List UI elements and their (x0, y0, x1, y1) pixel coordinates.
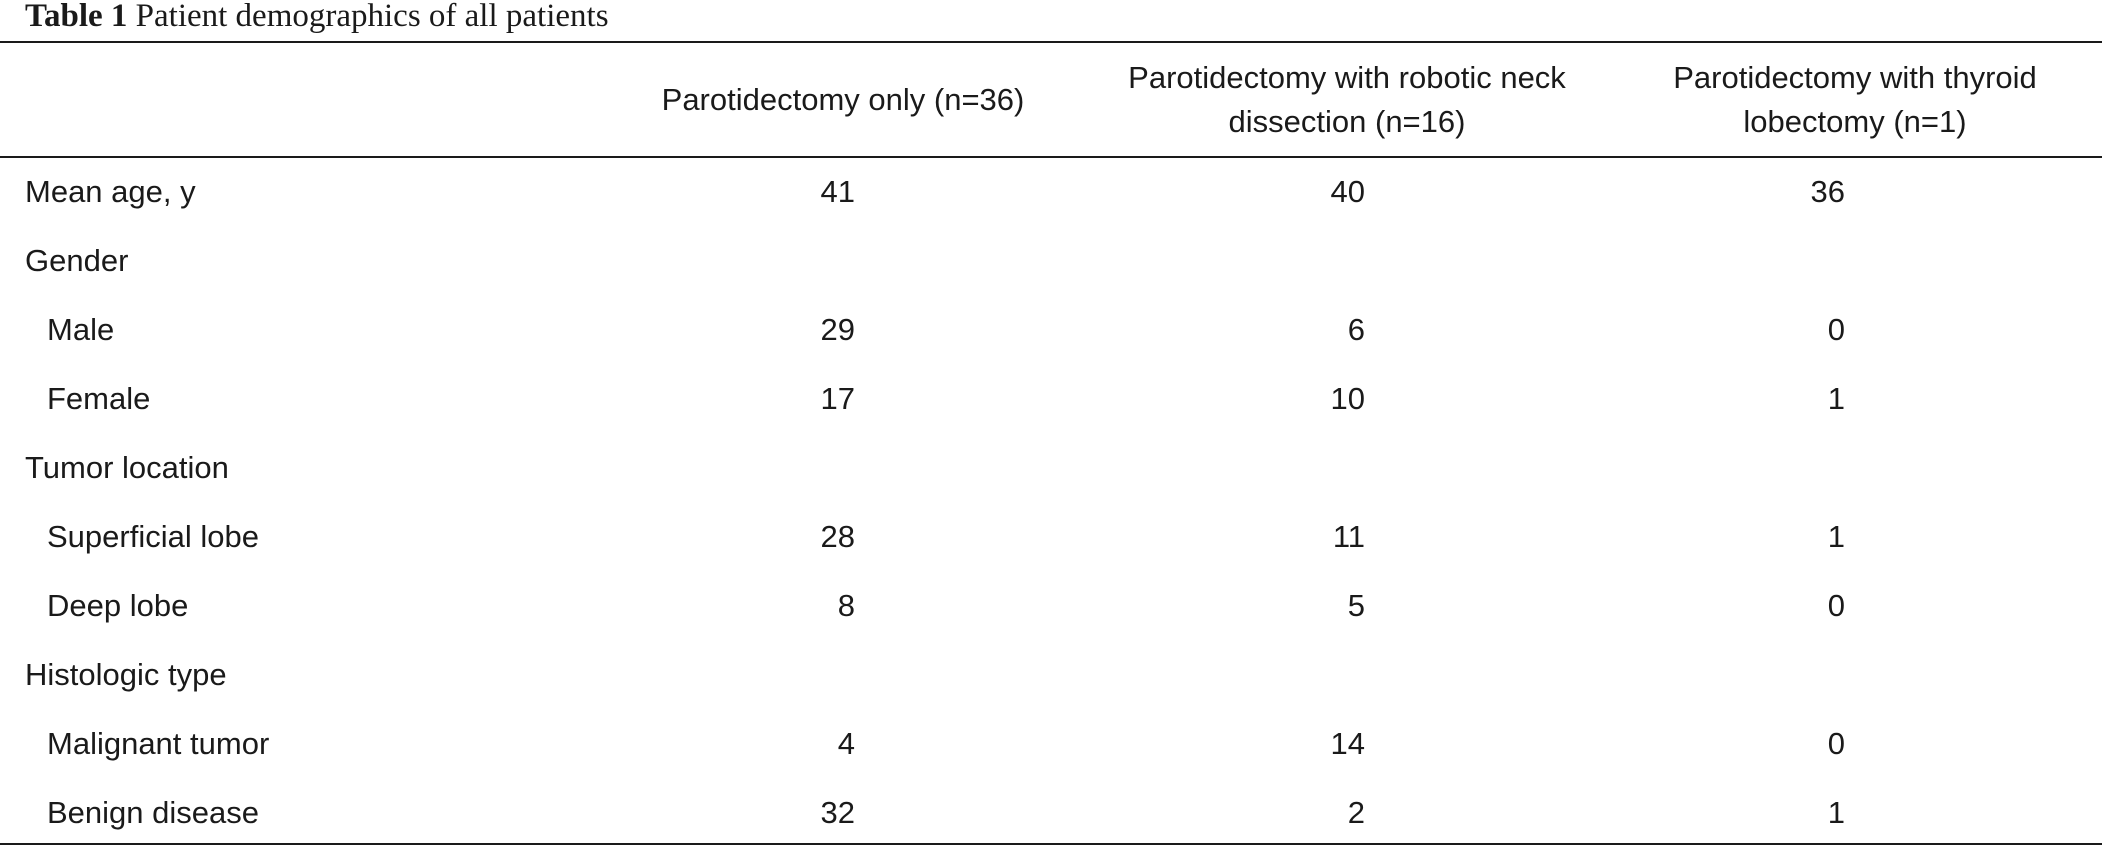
row-label: Malignant tumor (47, 725, 270, 761)
row-label: Superficial lobe (47, 518, 259, 554)
row-group-label: Histologic type (25, 656, 227, 692)
bottom-rule (0, 843, 2102, 845)
row-label: Male (47, 311, 115, 347)
row-group-label: Gender (25, 242, 129, 278)
value-cell: 10 (1330, 380, 1365, 416)
value-cell: 41 (820, 173, 855, 209)
table-row (0, 640, 2102, 709)
value-cell (1365, 640, 1845, 709)
table-caption-text: Patient demographics of all patients (135, 0, 609, 34)
value-cell: 1 (1827, 518, 1845, 554)
table-row (0, 226, 2102, 295)
value-cell (1365, 433, 1845, 502)
value-cell (600, 640, 855, 709)
table-row (0, 502, 2102, 571)
table-caption-label: Table 1 (25, 0, 128, 34)
table-row (0, 364, 2102, 433)
value-cell: 1 (1827, 794, 1845, 830)
value-cell: 2 (1347, 794, 1365, 830)
value-cell: 0 (1827, 587, 1845, 623)
top-rule (0, 41, 2102, 43)
table-caption (25, 0, 609, 34)
table-row (0, 433, 2102, 502)
row-label: Female (47, 380, 151, 416)
value-cell: 0 (1827, 311, 1845, 347)
value-cell (855, 640, 1365, 709)
column-header-parotidectomy-neck-dissection: Parotidectomy with robotic neck dissection (n=16) (1128, 60, 1566, 139)
value-cell: 8 (837, 587, 855, 623)
column-header-parotidectomy-only: Parotidectomy only (n=36) (661, 82, 1025, 117)
row-label: Mean age, y (25, 173, 196, 209)
value-cell: 36 (1810, 173, 1845, 209)
table-row (0, 295, 2102, 364)
column-header-parotidectomy-thyroid-lobectomy: Parotidectomy with thyroid lobectomy (n=1) (1673, 60, 2037, 139)
value-cell (600, 433, 855, 502)
table-row (0, 571, 2102, 640)
table-row (0, 157, 2102, 226)
value-cell (1365, 226, 1845, 295)
row-label: Benign disease (47, 794, 259, 830)
value-cell: 14 (1330, 725, 1365, 761)
value-cell (855, 433, 1365, 502)
row-group-label: Tumor location (25, 449, 229, 485)
value-cell: 0 (1827, 725, 1845, 761)
value-cell: 5 (1347, 587, 1365, 623)
value-cell (855, 226, 1365, 295)
table-row (0, 709, 2102, 778)
value-cell: 28 (820, 518, 855, 554)
demographics-table (0, 157, 2102, 847)
value-cell: 4 (837, 725, 855, 761)
value-cell: 6 (1347, 311, 1365, 347)
value-cell: 11 (1332, 518, 1365, 554)
value-cell: 40 (1330, 173, 1365, 209)
row-label: Deep lobe (47, 587, 189, 623)
value-cell: 29 (820, 311, 855, 347)
table-row (0, 778, 2102, 847)
value-cell: 1 (1827, 380, 1845, 416)
value-cell: 32 (820, 794, 855, 830)
value-cell (600, 226, 855, 295)
value-cell: 17 (820, 380, 855, 416)
